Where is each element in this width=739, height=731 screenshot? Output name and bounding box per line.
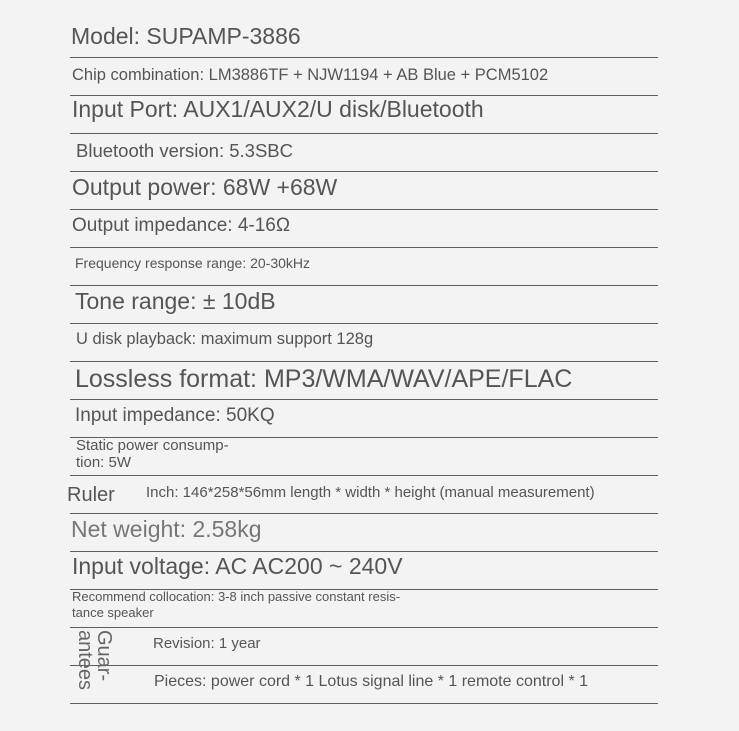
static-power-line1: Static power consump- <box>76 437 229 454</box>
net-weight-text: Net weight: 2.58kg <box>71 516 262 542</box>
input-voltage-text: Input voltage: AC AC200 ~ 240V <box>72 553 403 579</box>
output-power-text: Output power: 68W +68W <box>72 174 338 200</box>
bluetooth-text: Bluetooth version: 5.3SBC <box>76 140 293 161</box>
revision-text: Revision: 1 year <box>153 635 261 652</box>
guarantees-label: Guar-antees <box>74 630 115 691</box>
ruler-label: Ruler <box>67 484 115 506</box>
static-power-line2: tion: 5W <box>76 454 132 471</box>
input-port-text: Input Port: AUX1/AUX2/U disk/Bluetooth <box>72 96 484 122</box>
frequency-text: Frequency response range: 20-30kHz <box>75 255 311 271</box>
recommend-line1: Recommend collocation: 3-8 inch passive constant resis- <box>72 589 401 604</box>
pieces-text: Pieces: power cord * 1 Lotus signal line * 1 remote control * 1 <box>154 673 589 690</box>
model-text: Model: SUPAMP-3886 <box>71 23 301 49</box>
u-disk-text: U disk playback: maximum support 128g <box>76 330 374 348</box>
output-impedance-text: Output impedance: 4-16Ω <box>72 215 291 236</box>
recommend-line2: tance speaker <box>72 605 154 620</box>
chip-text: Chip combination: LM3886TF + NJW1194 + AB Blue + PCM5102 <box>72 66 549 84</box>
input-impedance-text: Input impedance: 50KQ <box>75 405 275 426</box>
recommend-text <box>72 589 400 621</box>
static-power-text <box>76 437 229 471</box>
ruler-value: Inch: 146*258*56mm length * width * height (manual measurement) <box>146 484 595 501</box>
lossless-text: Lossless format: MP3/WMA/WAV/APE/FLAC <box>75 365 573 393</box>
tone-range-text: Tone range: ± 10dB <box>75 288 276 314</box>
